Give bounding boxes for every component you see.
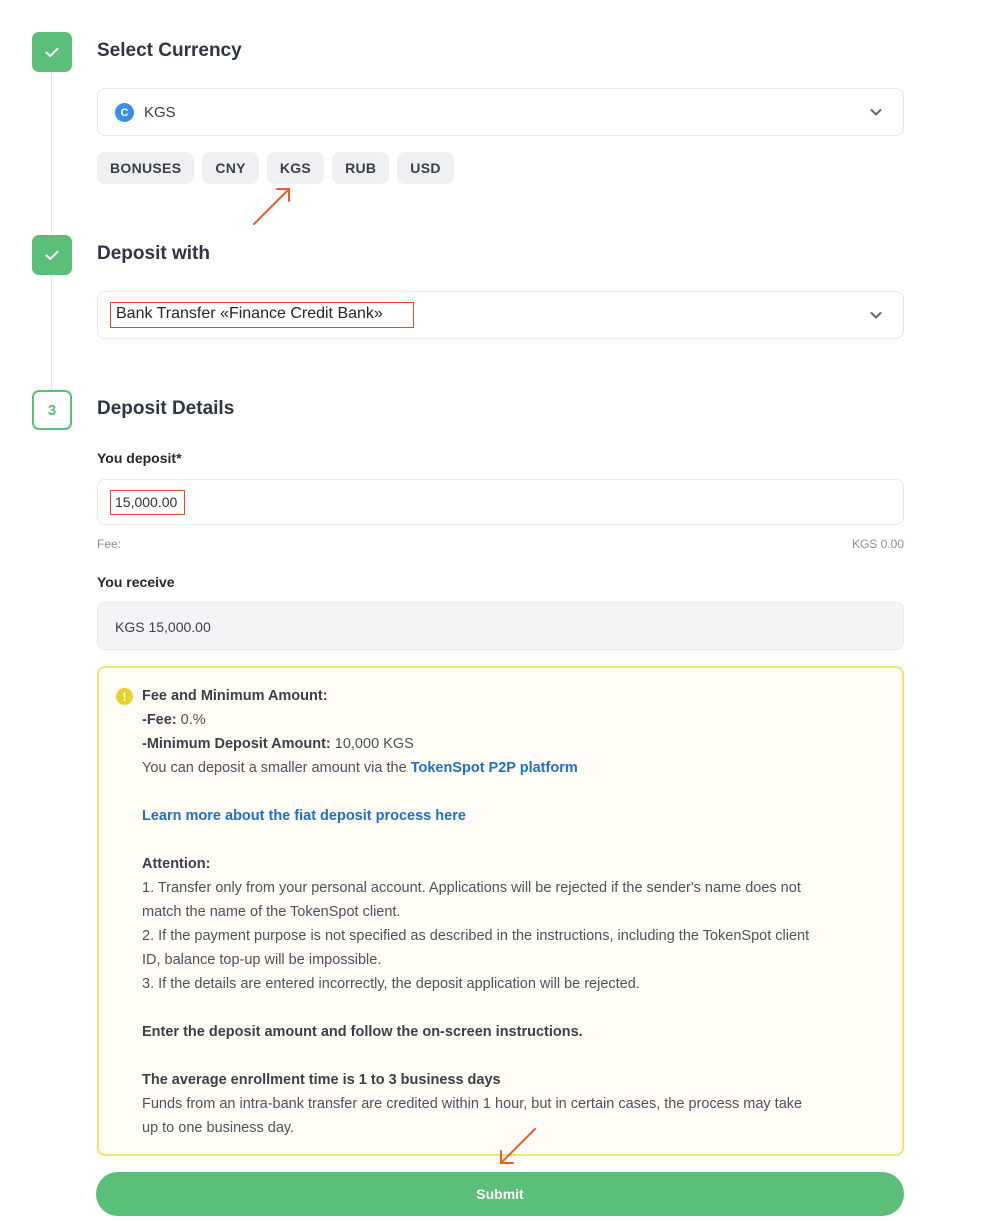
- enrollment-text-b: up to one business day.: [142, 1120, 295, 1136]
- receive-label: You receive: [97, 574, 175, 590]
- chip-cny[interactable]: CNY: [202, 152, 258, 184]
- attention-2b: ID, balance top-up will be impossible.: [142, 952, 382, 968]
- chip-bonuses[interactable]: BONUSES: [97, 152, 194, 184]
- fee-label: Fee:: [97, 537, 122, 551]
- chip-kgs[interactable]: KGS: [267, 152, 324, 184]
- step-3-badge: 3: [32, 390, 72, 430]
- currency-selected-value: KGS: [144, 104, 176, 121]
- check-icon: [45, 250, 59, 261]
- currency-coin-icon: C: [115, 103, 134, 122]
- attention-1b: match the name of the TokenSpot client.: [142, 904, 401, 920]
- attention-1a: 1. Transfer only from your personal account. Applications will be rejected if the sender's name does not: [142, 880, 801, 896]
- receive-amount-field: [97, 602, 904, 650]
- info-fee-value: 0.%: [176, 712, 206, 728]
- receive-amount-value: KGS 15,000.00: [115, 619, 211, 635]
- info-fee-label: -Fee:: [142, 712, 177, 728]
- info-title: Fee and Minimum Amount:: [142, 688, 328, 704]
- fee-row: [97, 537, 904, 551]
- info-min-label: -Minimum Deposit Amount:: [142, 736, 331, 752]
- enrollment-text-a: Funds from an intra-bank transfer are credited within 1 hour, but in certain cases, the process may take: [142, 1096, 803, 1112]
- fee-value: KGS 0.00: [851, 537, 904, 551]
- step-2-badge: [32, 235, 72, 275]
- chevron-down-icon: [869, 308, 883, 322]
- deposit-method-value: Bank Transfer «Finance Credit Bank»: [116, 305, 383, 322]
- step-3-title: Deposit Details: [97, 398, 235, 419]
- chevron-down-icon: [869, 105, 883, 119]
- attention-3: 3. If the details are entered incorrectly, the deposit application will be rejected.: [142, 976, 640, 992]
- chip-usd[interactable]: USD: [397, 152, 453, 184]
- p2p-platform-link[interactable]: TokenSpot P2P platform: [410, 760, 578, 776]
- currency-select[interactable]: [97, 88, 904, 136]
- enter-amount-note: Enter the deposit amount and follow the on-screen instructions.: [142, 1024, 583, 1040]
- step-1-badge: [32, 32, 72, 72]
- enrollment-title: The average enrollment time is 1 to 3 business days: [142, 1072, 501, 1088]
- check-icon: [45, 47, 59, 58]
- info-p2p-text: You can deposit a smaller amount via the: [142, 760, 411, 776]
- deposit-amount-label: You deposit*: [97, 450, 182, 466]
- fee-info-notice: [97, 666, 904, 1156]
- info-min-value: 10,000 KGS: [330, 736, 414, 752]
- attention-title: Attention:: [142, 856, 211, 872]
- step-rail: [51, 72, 52, 390]
- deposit-amount-input[interactable]: [97, 479, 904, 525]
- attention-2a: 2. If the payment purpose is not specified as described in the instructions, including the TokenSpot client: [142, 928, 810, 944]
- currency-chips: [97, 152, 454, 184]
- deposit-amount-value: 15,000.00: [115, 494, 178, 510]
- step-2-title: Deposit with: [97, 243, 210, 264]
- chip-rub[interactable]: RUB: [332, 152, 389, 184]
- annotation-arrow-icon: [494, 1126, 540, 1168]
- annotation-arrow-icon: [250, 184, 296, 228]
- step-1-title: Select Currency: [97, 40, 242, 61]
- submit-button[interactable]: Submit: [96, 1172, 904, 1216]
- warning-icon: !: [116, 688, 133, 705]
- learn-more-link[interactable]: Learn more about the fiat deposit process here: [142, 808, 466, 824]
